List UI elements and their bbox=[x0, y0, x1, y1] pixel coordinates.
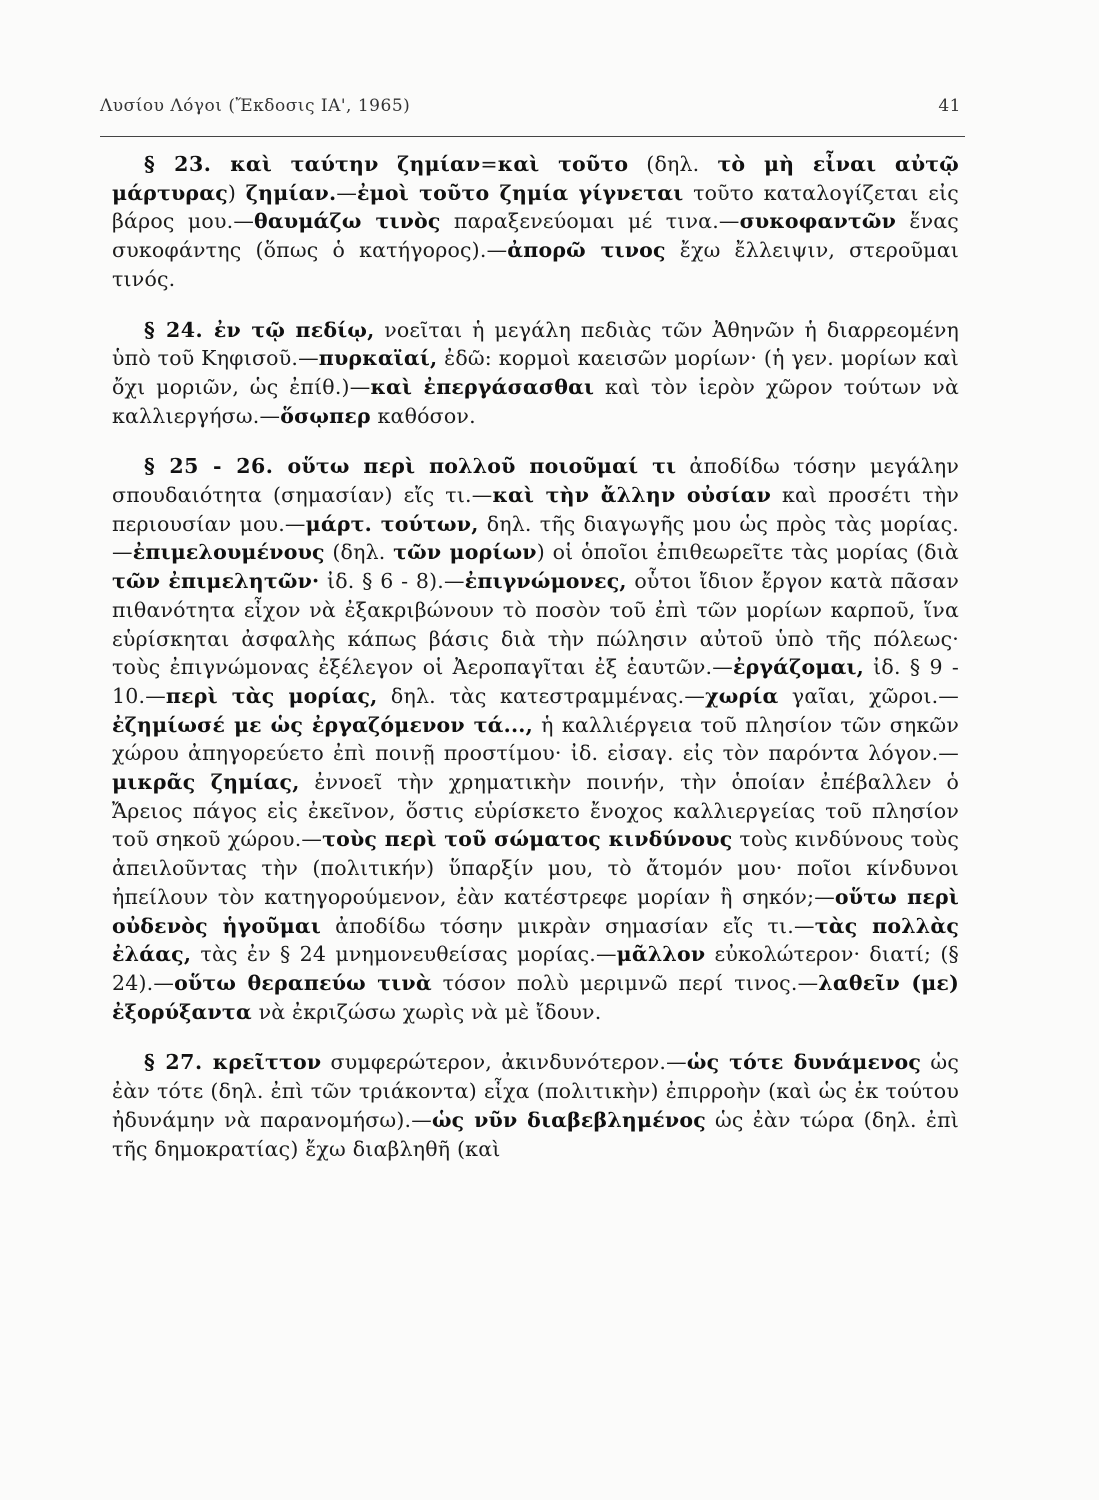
gloss: καθόσον. bbox=[370, 403, 476, 428]
lemma: χωρία bbox=[705, 683, 779, 708]
gloss: ἀποδίδω τόσην μεγάλην σπουδαιότητα (σημασίαν) εἴς τι.— bbox=[112, 454, 959, 508]
gloss: τόσον πολὺ μεριμνῶ περί τινος.— bbox=[431, 970, 819, 995]
section-number: § 24. bbox=[144, 317, 214, 342]
commentary-body bbox=[112, 150, 959, 1163]
gloss: = bbox=[480, 152, 498, 176]
lemma: μάρτ. τούτων, bbox=[305, 511, 479, 536]
gloss: ὡς ἐὰν τότε (δηλ. ἐπὶ τῶν τριάκοντα) εἶχα (πολιτικὴν) ἐπιρροὴν (καὶ ὡς ἐκ τούτου ἠδυνάμην νὰ παρανομήσω).— bbox=[112, 1050, 959, 1132]
gloss: (δηλ. bbox=[628, 152, 718, 176]
commentary-paragraph bbox=[112, 452, 959, 1026]
lemma: ὅσῳπερ bbox=[280, 403, 371, 428]
section-number: § 25 - 26. bbox=[144, 454, 288, 479]
lemma: συκοφαντῶν bbox=[739, 209, 897, 234]
lemma: ἐμοὶ τοῦτο ζημία γίγνεται bbox=[357, 180, 684, 205]
lemma: ἀπορῶ τινος bbox=[507, 238, 666, 263]
running-title: Λυσίου Λόγοι (Ἔκδοσις ΙΑ', 1965) bbox=[100, 96, 411, 116]
commentary-paragraph bbox=[112, 150, 959, 294]
lemma: οὕτω περὶ πολλοῦ ποιοῦμαί τι bbox=[287, 454, 677, 479]
gloss: ἐννοεῖ τὴν χρηματικὴν ποινήν, τὴν ὁποίαν ἐπέβαλλεν ὁ Ἄρειος πάγος εἰς ἐκεῖνον, ὅστις εὑρίσκετο ἔνοχος καλλιεργείας τοῦ πλησίον τοῦ σηκοῦ χώρου.— bbox=[112, 770, 959, 852]
lemma: ἐπιγνώμονες, bbox=[464, 569, 627, 594]
gloss: τὰς ἐν § 24 μνημονευθείσας μορίας.— bbox=[191, 942, 617, 967]
gloss: τοῦτο καταλογίζεται εἰς βάρος μου.— bbox=[112, 180, 959, 234]
gloss: (δηλ. bbox=[324, 540, 394, 565]
commentary-paragraph bbox=[112, 1048, 959, 1163]
lemma: ἐργάζομαι, bbox=[732, 655, 865, 680]
page-number: 41 bbox=[938, 96, 961, 116]
lemma: καὶ τοῦτο bbox=[497, 152, 629, 176]
gloss: ἕνας συκοφάντης (ὅπως ὁ κατήγορος).— bbox=[112, 209, 959, 263]
gloss: καὶ προσέτι τὴν περιουσίαν μου.— bbox=[112, 483, 960, 536]
lemma: ζημίαν. bbox=[245, 180, 337, 205]
lemma: κρεῖττον bbox=[212, 1050, 322, 1075]
lemma: καὶ ταύτην ζημίαν bbox=[230, 152, 481, 176]
gloss: καὶ τὸν ἱερὸν χῶρον τούτων νὰ καλλιεργήσω.— bbox=[112, 374, 959, 428]
lemma: οὕτω θεραπεύω τινὰ bbox=[174, 970, 432, 995]
lemma: ἐπιμελουμένους bbox=[132, 540, 325, 565]
lemma: καὶ τὴν ἄλλην οὐσίαν bbox=[492, 483, 772, 508]
lemma: τὰς πολλὰς ἐλάας, bbox=[112, 913, 959, 967]
gloss: ἰδ. § 6 - 8).— bbox=[319, 569, 465, 594]
commentary-paragraph bbox=[112, 316, 959, 431]
lemma: τῶν μορίων bbox=[393, 540, 537, 565]
gloss: ἡ καλλιέργεια τοῦ πλησίον τῶν σηκῶν χώρου ἀπηγορεύετο ἐπὶ ποινῇ προστίμου· ἰδ. εἰσαγ. εἰς τὸν παρόντα λόγον.— bbox=[112, 712, 959, 766]
lemma: ὡς τότε δυνάμενος bbox=[686, 1050, 922, 1075]
lemma: ἐζημίωσέ με ὡς ἐργαζόμενον τά..., bbox=[112, 712, 533, 737]
gloss: ἔχω ἔλλειψιν, στεροῦμαι τινός. bbox=[112, 238, 959, 291]
gloss: ἐδῶ: κορμοὶ καεισῶν μορίων· (ἡ γεν. μορίων καὶ ὄχι μοριῶν, ὡς ἐπίθ.)— bbox=[112, 346, 959, 399]
lemma: πυρκαϊαί, bbox=[318, 346, 438, 371]
gloss: ἰδ. § 9 - 10.— bbox=[112, 655, 959, 708]
gloss: τοὺς κινδύνους τοὺς ἀπειλοῦντας τὴν (πολιτικήν) ὕπαρξίν μου, τὸ ἄτομόν μου· ποῖοι κίνδυνοι ἠπείλουν τὸν κατηγορούμενον, ἐὰν κατέστρεφε μορίαν ἢ σηκόν;— bbox=[112, 827, 959, 909]
lemma: τοὺς περὶ τοῦ σώματος κινδύνους bbox=[322, 827, 733, 852]
gloss: γαῖαι, χῶροι.— bbox=[778, 683, 960, 708]
gloss: εὐκολώτερον· διατί; (§ 24).— bbox=[112, 942, 959, 995]
lemma: ὡς νῦν διαβεβλημένος bbox=[431, 1107, 706, 1132]
lemma: οὕτω περὶ οὐδενὸς ἡγοῦμαι bbox=[112, 884, 959, 938]
gloss: ) bbox=[227, 180, 246, 205]
gloss: δηλ. τὰς κατεστραμμένας.— bbox=[377, 683, 706, 708]
lemma: μᾶλλον bbox=[616, 942, 706, 967]
gloss: παραξενεύομαι μέ τινα.— bbox=[440, 209, 740, 234]
gloss: ) οἱ ὁποῖοι ἐπιθεωρεῖτε τὰς μορίας (διὰ bbox=[536, 540, 959, 565]
gloss: νὰ ἐκριζώσω χωρὶς νὰ μὲ ἴδουν. bbox=[251, 999, 602, 1024]
lemma: ἐν τῷ πεδίῳ, bbox=[213, 317, 375, 342]
header-rule bbox=[100, 136, 965, 137]
gloss: συμφερώτερον, ἀκινδυνότερον.— bbox=[321, 1050, 687, 1075]
gloss: — bbox=[336, 180, 358, 205]
lemma: περὶ τὰς μορίας, bbox=[165, 683, 378, 708]
gloss: δηλ. τῆς διαγωγῆς μου ὡς πρὸς τὰς μορίας.— bbox=[112, 511, 959, 565]
running-header bbox=[100, 96, 961, 116]
gloss: ὡς ἐὰν τώρα (δηλ. ἐπὶ τῆς δημοκρατίας) ἔχω διαβληθῆ (καὶ bbox=[112, 1107, 959, 1161]
gloss: οὗτοι ἴδιον ἔργον κατὰ πᾶσαν πιθανότητα εἶχον νὰ ἐξακριβώνουν τὸ ποσὸν τοῦ ἐπὶ τῶν μορίων καρποῦ, ἵνα εὑρίσκηται ἀσφαλὴς κάπως βάσις διὰ τὴν πώλησιν αὐτοῦ ὑπὸ τῆς πόλεως· τοὺς ἐπιγνώμονας ἐξέλεγον οἱ Ἀεροπαγῖται ἐξ ἑαυτῶν.— bbox=[112, 569, 959, 680]
lemma: θαυμάζω τινὸς bbox=[254, 209, 441, 234]
lemma: καὶ ἐπεργάσασθαι bbox=[370, 374, 595, 399]
lemma: μικρᾶς ζημίας, bbox=[112, 770, 300, 795]
gloss: νοεῖται ἡ μεγάλη πεδιὰς τῶν Ἀθηνῶν ἡ διαρρεομένη ὑπὸ τοῦ Κηφισοῦ.— bbox=[112, 317, 959, 371]
lemma: τὸ μὴ εἶναι αὐτῷ μάρτυρας bbox=[112, 152, 959, 205]
gloss: ἀποδίδω τόσην μικρὰν σημασίαν εἴς τι.— bbox=[321, 913, 815, 938]
section-number: § 27. bbox=[144, 1050, 213, 1075]
section-number: § 23. bbox=[144, 152, 231, 176]
lemma: λαθεῖν (με) ἐξορύξαντα bbox=[112, 970, 959, 1024]
lemma: τῶν ἐπιμελητῶν· bbox=[112, 569, 320, 594]
